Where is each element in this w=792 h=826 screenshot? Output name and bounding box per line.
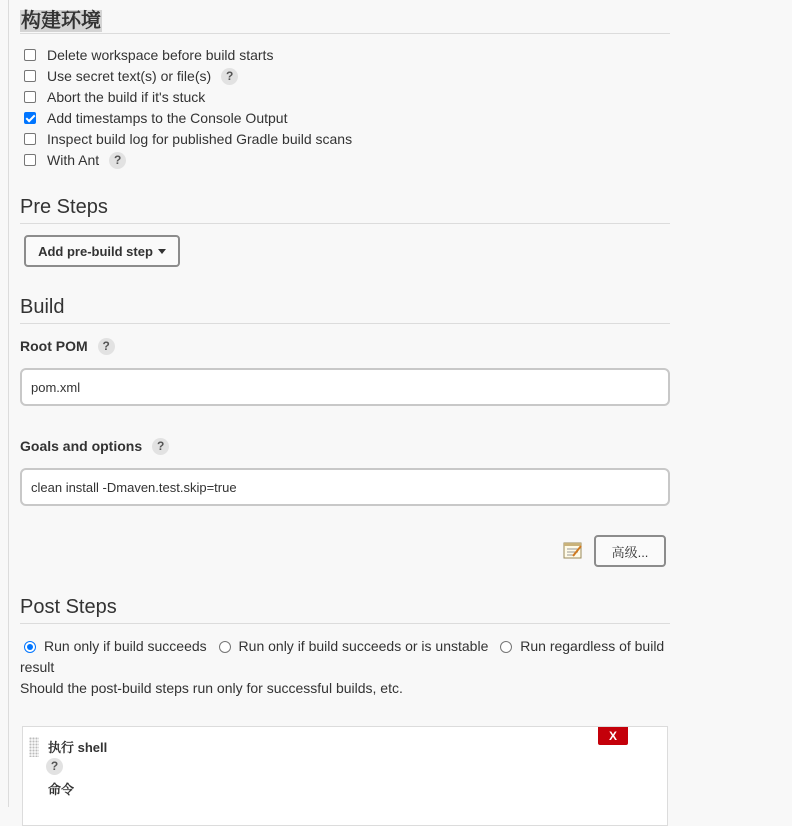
checkbox-delete-workspace[interactable] [24,49,36,61]
shell-build-step [22,726,668,826]
shell-step-title: 执行 shell [48,740,108,755]
delete-step-button[interactable]: X [598,727,628,745]
post-steps-description: Should the post-build steps run only for successful builds, etc. [20,680,403,696]
option-inspect-gradle[interactable] [24,129,352,149]
help-icon[interactable]: ? [98,338,115,355]
radio-button[interactable] [500,641,512,653]
option-label: With Ant [47,152,100,168]
notepad-icon[interactable] [563,540,583,560]
radio-button[interactable] [219,641,231,653]
option-label: Delete workspace before build starts [47,47,274,63]
option-label: Use secret text(s) or file(s) [47,68,212,84]
option-add-timestamps[interactable] [24,108,287,128]
add-pre-build-step-button[interactable]: Add pre-build step [24,235,180,267]
goals-label: Goals and options ? [20,436,169,456]
section-title-build-environment: 构建环境 [20,4,670,34]
help-icon[interactable]: ? [109,152,126,169]
checkbox-use-secret[interactable] [24,70,36,82]
option-label: Add timestamps to the Console Output [47,110,288,126]
checkbox-with-ant[interactable] [24,154,36,166]
root-pom-label: Root POM ? [20,336,115,356]
radio-option-regardless[interactable]: Run regardless of build result [20,638,665,675]
radio-button[interactable] [24,641,36,653]
advanced-button[interactable]: 高级... [594,535,666,567]
option-label: Abort the build if it's stuck [47,89,206,105]
radio-option-unstable[interactable]: Run only if build succeeds or is unstable [215,638,489,654]
post-steps-radio-group [20,636,670,678]
option-abort-stuck[interactable] [24,87,205,107]
section-title-build: Build [20,296,670,324]
command-label: 命令 [48,782,75,797]
goals-input[interactable]: clean install -Dmaven.test.skip=true [20,468,670,506]
drag-handle-icon[interactable] [29,737,39,757]
left-border [8,0,9,807]
help-icon[interactable]: ? [46,758,63,775]
root-pom-input[interactable]: pom.xml [20,368,670,406]
checkbox-add-timestamps[interactable] [24,112,36,124]
help-icon[interactable]: ? [152,438,169,455]
help-icon[interactable]: ? [221,68,238,85]
option-with-ant[interactable] [24,150,126,170]
option-label: Inspect build log for published Gradle build scans [47,131,353,147]
option-use-secret[interactable] [24,66,238,86]
checkbox-abort-stuck[interactable] [24,91,36,103]
radio-option-success[interactable]: Run only if build succeeds [20,638,207,654]
section-title-pre-steps: Pre Steps [20,196,670,224]
checkbox-inspect-gradle[interactable] [24,133,36,145]
section-title-post-steps: Post Steps [20,596,670,624]
caret-down-icon [158,249,166,254]
option-delete-workspace[interactable] [24,45,273,65]
